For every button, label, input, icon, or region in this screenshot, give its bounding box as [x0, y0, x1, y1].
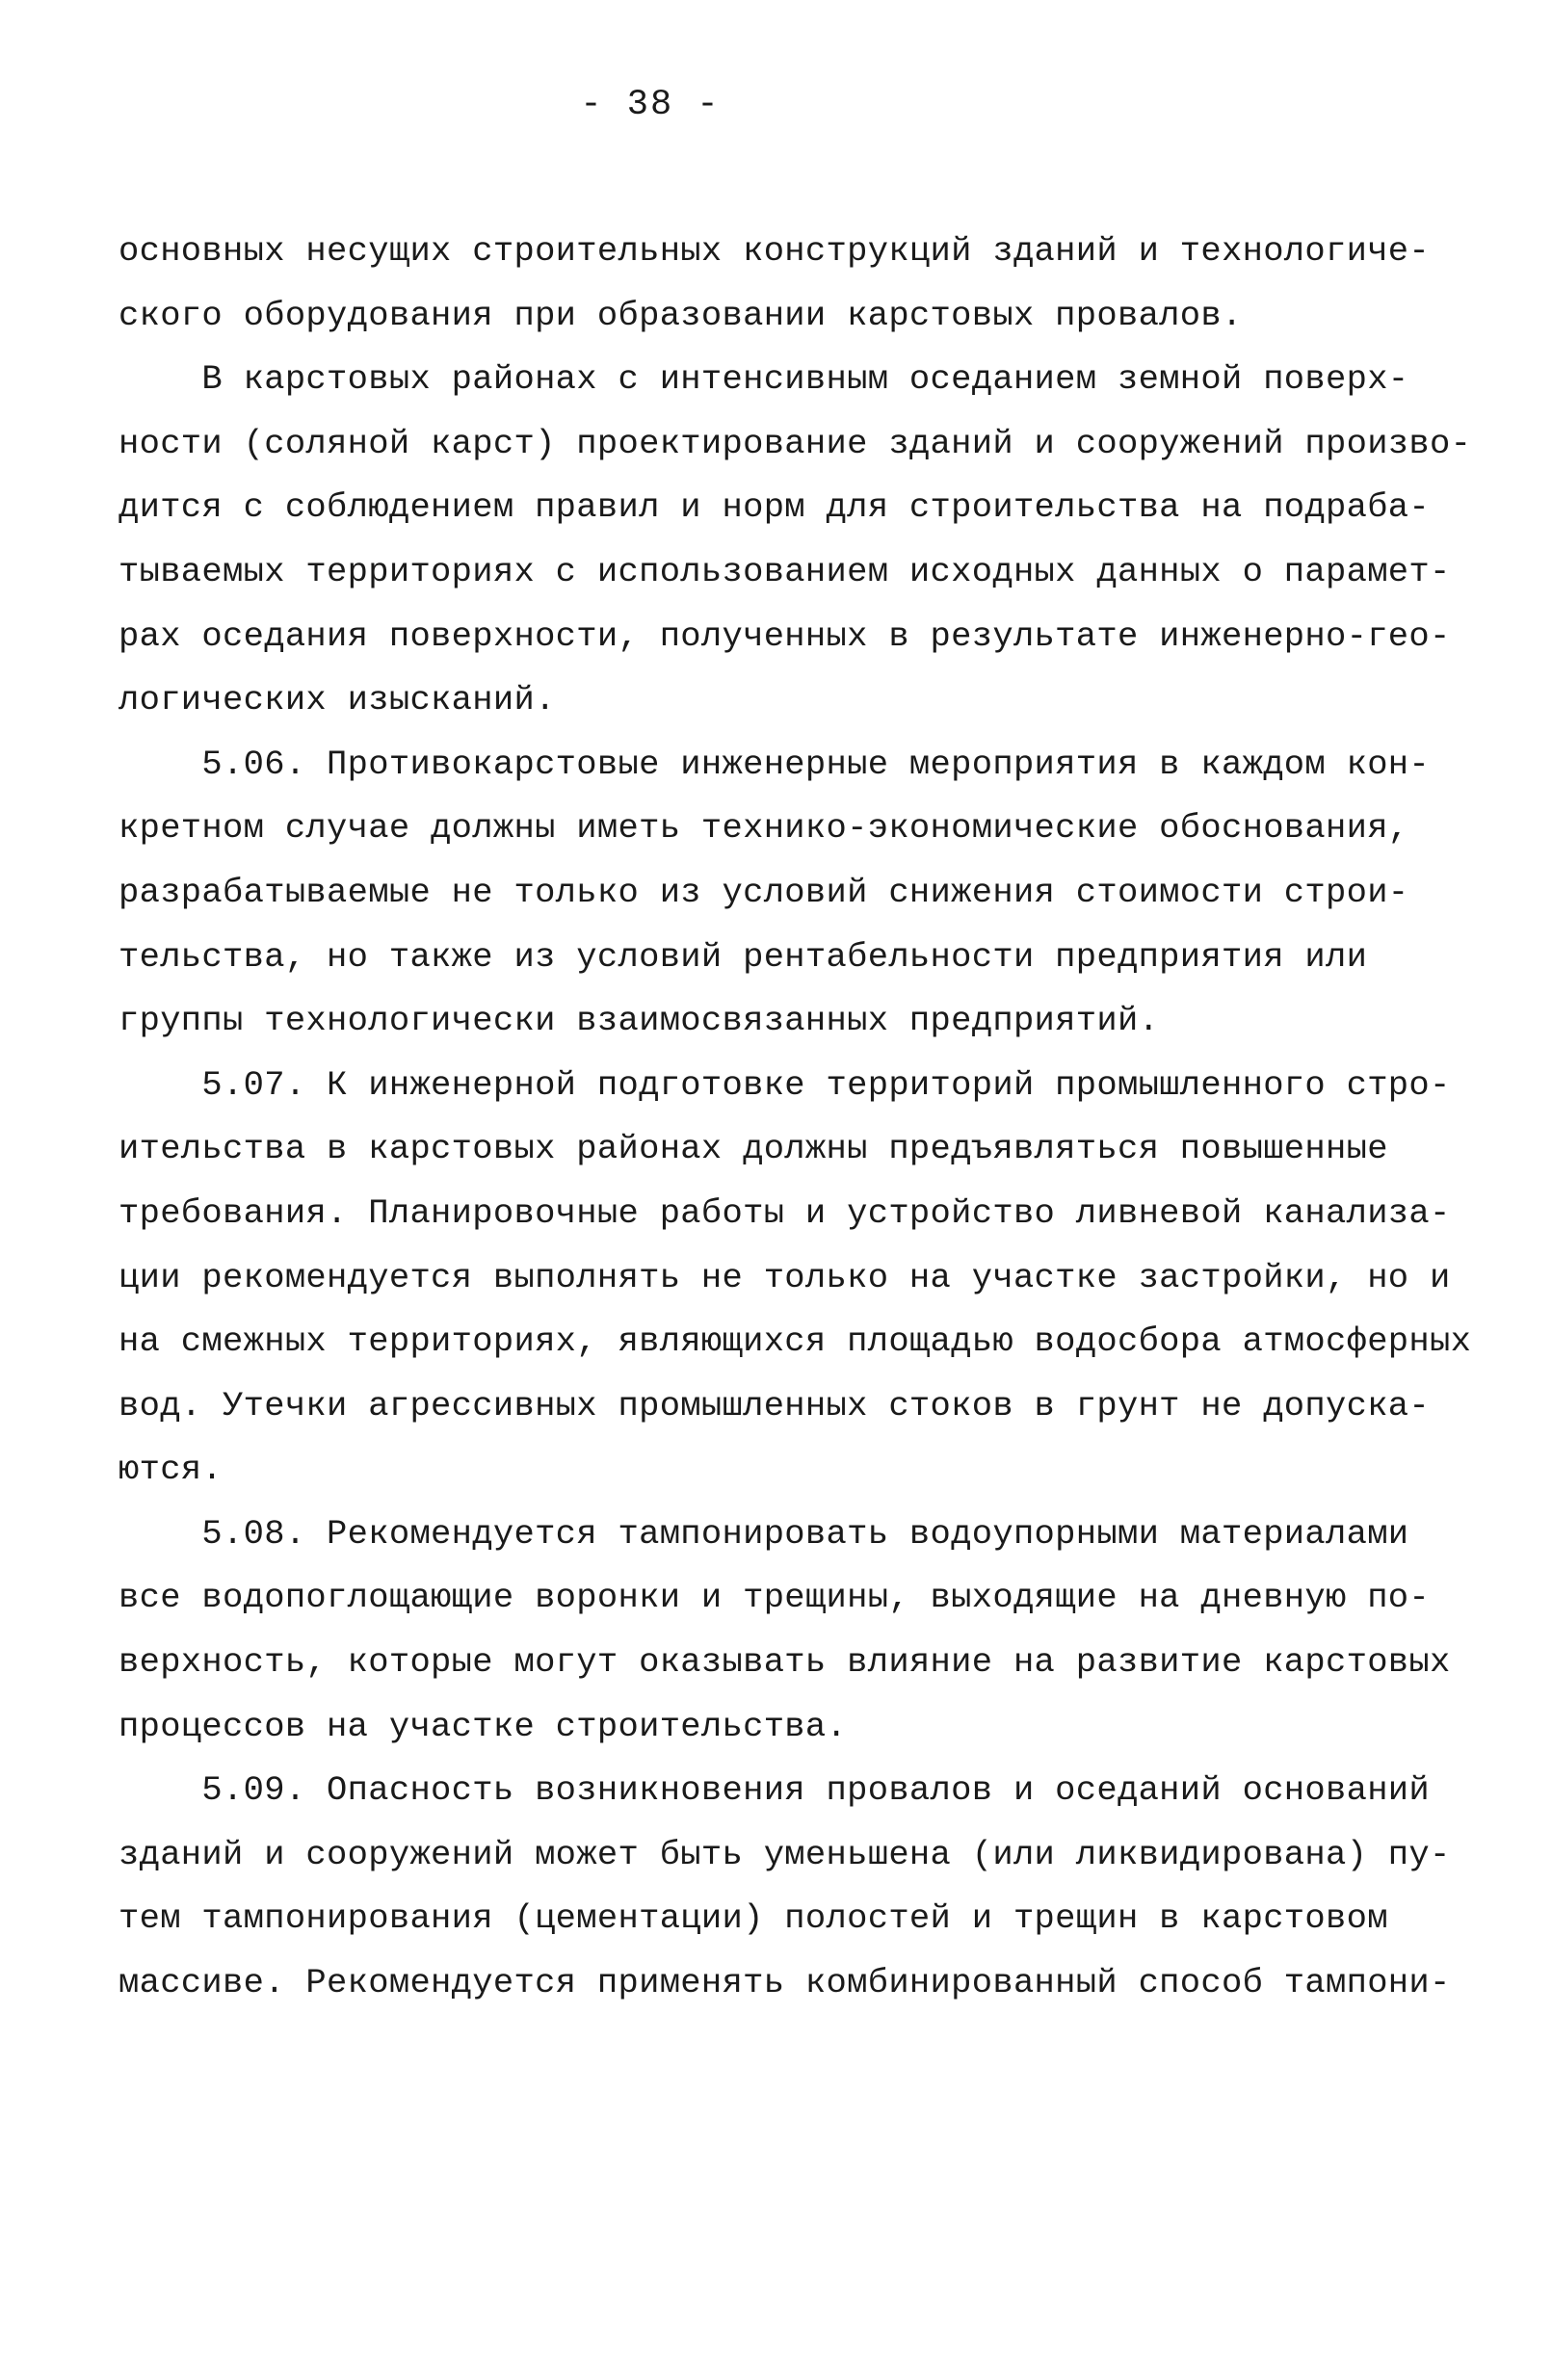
- text-line: ности (соляной карст) проектирование зданий и сооружений произво-: [118, 423, 1472, 463]
- body-text: [118, 220, 1472, 2016]
- text-line: основных несущих строительных конструкций зданий и технологиче-: [118, 231, 1431, 271]
- text-line: тем тампонирования (цементации) полостей и трещин в карстовом: [118, 1898, 1388, 1939]
- text-line: вод. Утечки агрессивных промышленных стоков в грунт не допуска-: [118, 1385, 1431, 1425]
- text-line: 5.09. Опасность возникновения провалов и оседаний оснований: [118, 1770, 1431, 1811]
- text-line: ются.: [118, 1450, 224, 1490]
- text-line: рах оседания поверхности, полученных в результате инженерно-гео-: [118, 615, 1451, 656]
- text-line: дится с соблюдением правил и норм для строительства на подраба-: [118, 487, 1431, 528]
- text-line: на смежных территориях, являющихся площадью водосбора атмосферных: [118, 1321, 1472, 1362]
- text-line: ского оборудования при образовании карстовых провалов.: [118, 295, 1243, 335]
- text-line: кретном случае должны иметь технико-экономические обоснования,: [118, 808, 1409, 849]
- text-line: 5.08. Рекомендуется тампонировать водоупорными материалами: [118, 1513, 1409, 1554]
- text-line: тываемых территориях с использованием исходных данных о парамет-: [118, 551, 1451, 591]
- text-line: В карстовых районах с интенсивным оседанием земной поверх-: [118, 359, 1409, 400]
- text-line: разрабатываемые не только из условий снижения стоимости строи-: [118, 872, 1409, 912]
- text-line: массиве. Рекомендуется применять комбинированный способ тампони-: [118, 1963, 1451, 2003]
- text-line: логических изысканий.: [118, 680, 556, 720]
- text-line: 5.06. Противокарстовые инженерные мероприятия в каждом кон-: [118, 744, 1431, 784]
- text-line: ительства в карстовых районах должны предъявляться повышенные: [118, 1129, 1388, 1169]
- text-line: требования. Планировочные работы и устройство ливневой канализа-: [118, 1192, 1451, 1233]
- text-line: верхность, которые могут оказывать влияние на развитие карстовых: [118, 1642, 1451, 1683]
- text-line: все водопоглощающие воронки и трещины, выходящие на дневную по-: [118, 1578, 1431, 1618]
- text-line: зданий и сооружений может быть уменьшена (или ликвидирована) пу-: [118, 1834, 1451, 1874]
- text-line: ции рекомендуется выполнять не только на участке застройки, но и: [118, 1257, 1451, 1297]
- page-number: - 38 -: [580, 85, 721, 125]
- text-line: процессов на участке строительства.: [118, 1706, 848, 1746]
- text-line: группы технологически взаимосвязанных предприятий.: [118, 1001, 1160, 1041]
- text-line: 5.07. К инженерной подготовке территорий промышленного стро-: [118, 1064, 1451, 1105]
- text-line: тельства, но также из условий рентабельности предприятия или: [118, 936, 1368, 977]
